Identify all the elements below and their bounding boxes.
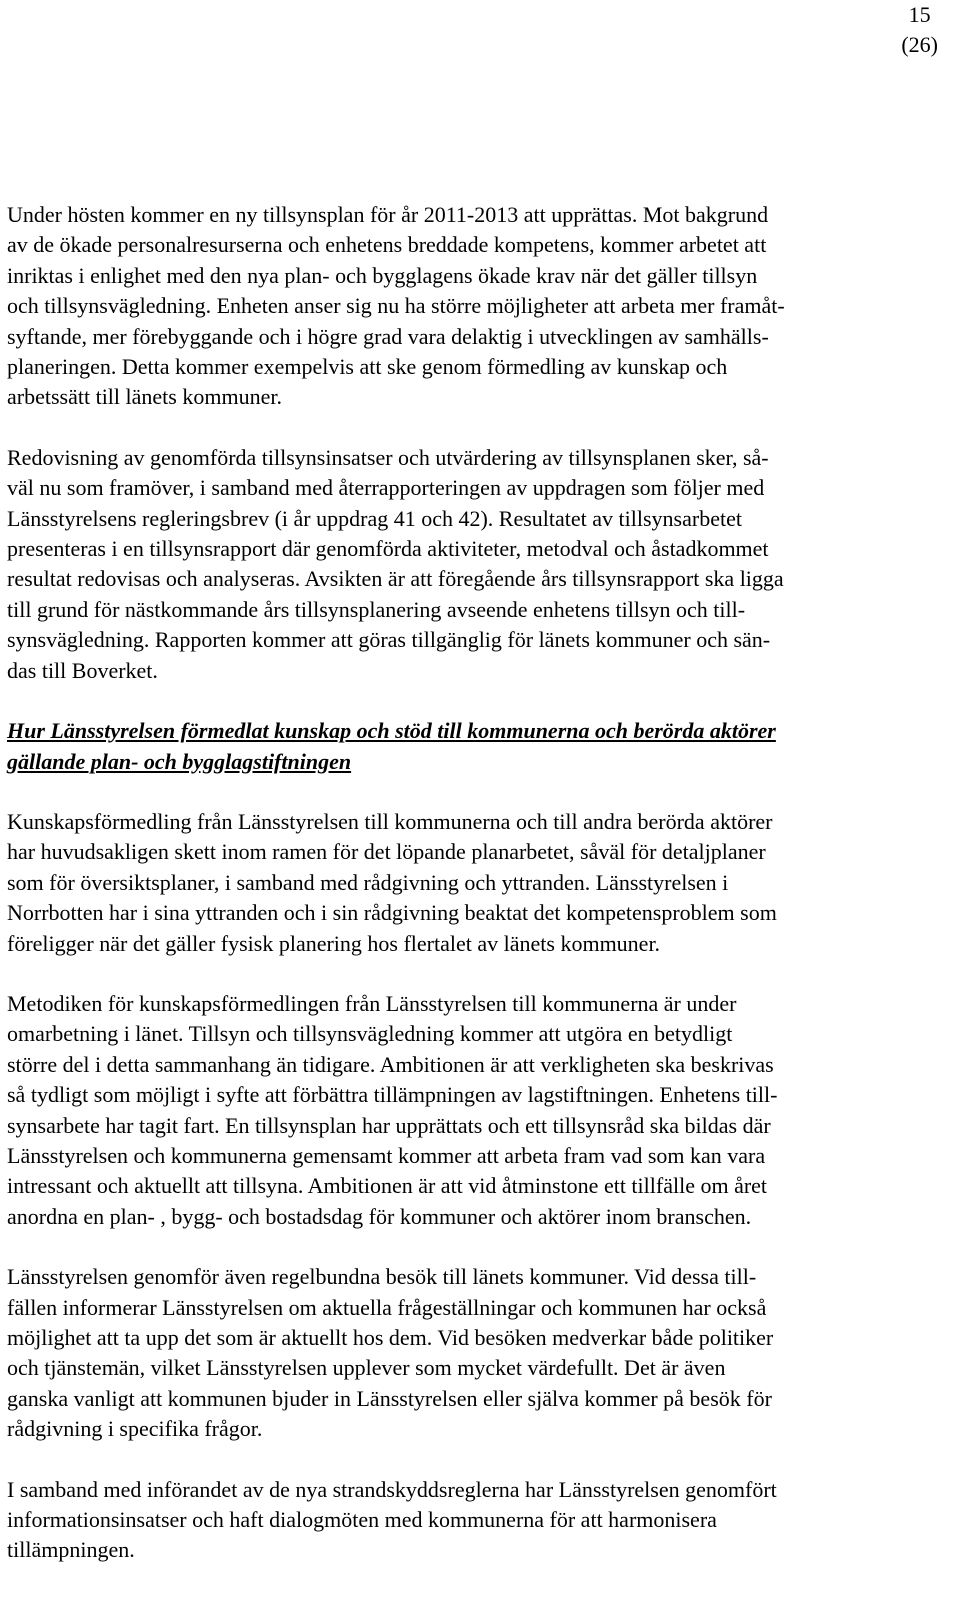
text-line: das till Boverket.: [7, 657, 158, 683]
text-line: Norrbotten har i sina yttranden och i sin rådgivning beaktat det kompetensproblem som: [7, 900, 777, 926]
text-line: och tjänstemän, vilket Länsstyrelsen upplever som mycket värdefullt. Det är även: [7, 1355, 726, 1381]
text-line: arbetssätt till länets kommuner.: [7, 384, 282, 410]
paragraph-redovisning: [7, 443, 939, 686]
heading-line: Hur Länsstyrelsen förmedlat kunskap och stöd till kommunerna och berörda aktörer: [7, 718, 776, 744]
paragraph-metodiken: [7, 989, 939, 1232]
text-line: syftande, mer förebyggande och i högre grad vara delaktig i utvecklingen av samhälls-: [7, 323, 769, 349]
text-line: anordna en plan- , bygg- och bostadsdag för kommuner och aktörer inom branschen.: [7, 1203, 752, 1229]
text-line: av de ökade personalresurserna och enhetens breddade kompetens, kommer arbetet att: [7, 232, 767, 258]
text-line: synsarbete har tagit fart. En tillsynsplan har upprättats och ett tillsynsråd ska bildas där: [7, 1112, 771, 1138]
text-line: presenteras i en tillsynsrapport där genomförda aktiviteter, metodval och åstadkommet: [7, 536, 769, 562]
text-line: rådgivning i specifika frågor.: [7, 1416, 263, 1442]
text-line: så tydligt som möjligt i syfte att förbättra tillämpningen av lagstiftningen. Enhetens till-: [7, 1082, 778, 1108]
text-line: inriktas i enlighet med den nya plan- och bygglagens ökade krav när det gäller tillsyn: [7, 262, 758, 288]
text-line: till grund för nästkommande års tillsynsplanering avseende enhetens tillsyn och till-: [7, 596, 746, 622]
text-line: Under hösten kommer en ny tillsynsplan för år 2011-2013 att upprättas. Mot bakgrund: [7, 202, 769, 227]
text-line: och tillsynsvägledning. Enheten anser sig nu ha större möjligheter att arbeta mer framåt-: [7, 293, 785, 319]
paragraph-tillsynsplan: [7, 200, 939, 413]
text-line: föreligger när det gäller fysisk planering hos flertalet av länets kommuner.: [7, 930, 661, 956]
text-line: har huvudsakligen skett inom ramen för det löpande planarbetet, såväl för detaljplaner: [7, 839, 766, 865]
text-line: Länsstyrelsen genomför även regelbundna besök till länets kommuner. Vid dessa till-: [7, 1264, 757, 1290]
text-line: ganska vanligt att kommunen bjuder in Länsstyrelsen eller själva kommer på besök för: [7, 1385, 772, 1411]
paragraph-besok: [7, 1262, 939, 1444]
text-line: väl nu som framöver, i samband med återrapporteringen av uppdragen som följer med: [7, 475, 765, 501]
text-line: möjlighet att ta upp det som är aktuellt hos dem. Vid besöken medverkar både politiker: [7, 1325, 774, 1350]
heading-line: gällande plan- och bygglagstiftningen: [7, 748, 352, 774]
text-line: Metodiken för kunskapsförmedlingen från Länsstyrelsen till kommunerna är under: [7, 990, 737, 1016]
text-line: planeringen. Detta kommer exempelvis att ske genom förmedling av kunskap och: [7, 354, 728, 380]
text-line: Redovisning av genomförda tillsynsinsatser och utvärdering av tillsynsplanen sker, så-: [7, 444, 769, 470]
text-line: Kunskapsförmedling från Länsstyrelsen till kommunerna och till andra berörda aktörer: [7, 808, 773, 834]
text-line: Länsstyrelsen och kommunerna gemensamt kommer att arbeta fram vad som kan vara: [7, 1142, 766, 1168]
text-line: fällen informerar Länsstyrelsen om aktuella frågeställningar och kommunen har också: [7, 1294, 767, 1320]
section-heading: [7, 716, 939, 777]
page-number-total: (26): [901, 32, 938, 57]
text-line: som för översiktsplaner, i samband med rådgivning och yttranden. Länsstyrelsen i: [7, 869, 729, 895]
text-line: intressant och aktuellt att tillsyna. Ambitionen är att vid åtminstone ett tillfälle om året: [7, 1173, 768, 1199]
text-line: resultat redovisas och analyseras. Avsikten är att föregående års tillsynsrapport ska ligga: [7, 566, 784, 592]
text-line: större del i detta sammanhang än tidigare. Ambitionen är att verkligheten ska beskrivas: [7, 1051, 774, 1077]
text-line: Länsstyrelsens regleringsbrev (i år uppdrag 41 och 42). Resultatet av tillsynsarbetet: [7, 505, 742, 531]
paragraph-strandskydd: [7, 1475, 939, 1566]
text-line: synsvägledning. Rapporten kommer att göras tillgänglig för länets kommuner och sän-: [7, 627, 771, 653]
text-line: omarbetning i länet. Tillsyn och tillsynsvägledning kommer att utgöra en betydligt: [7, 1021, 733, 1047]
text-line: tillämpningen.: [7, 1537, 135, 1563]
page-number-current: 15: [908, 2, 931, 27]
text-line: informationsinsatser och haft dialogmöten med kommunerna för att harmonisera: [7, 1507, 717, 1533]
document-body: [7, 200, 939, 1596]
paragraph-kunskapsformedling: [7, 807, 939, 959]
page-number: [901, 0, 938, 60]
text-line: I samband med införandet av de nya strandskyddsreglerna har Länsstyrelsen genomfört: [7, 1476, 777, 1502]
